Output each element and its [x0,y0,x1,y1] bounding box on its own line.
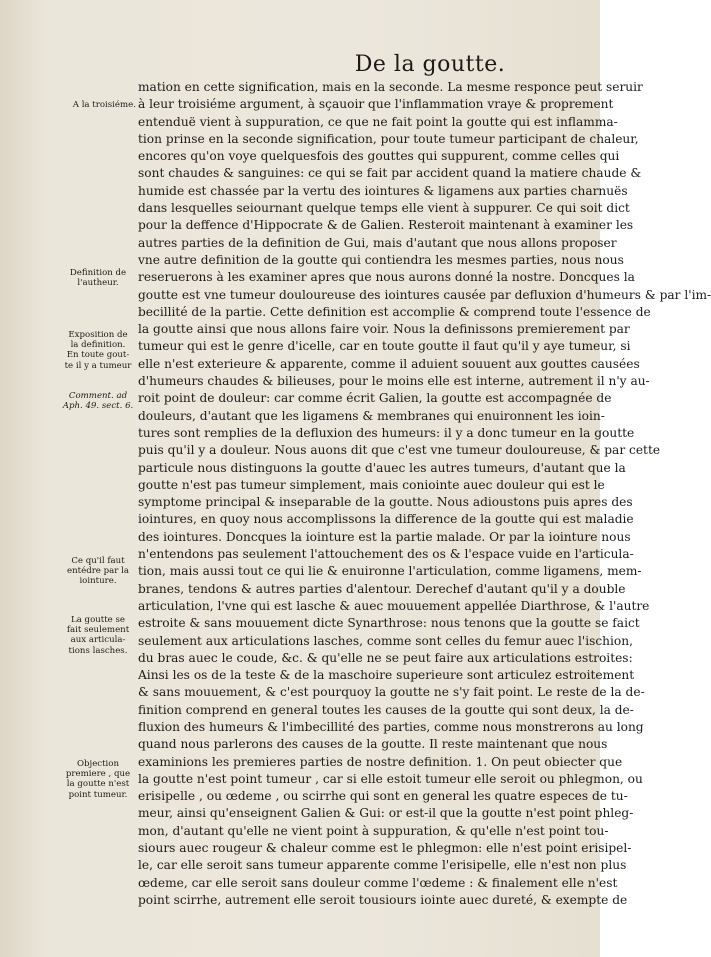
text-line: iointures, en quoy nous accomplissons la difference de la goutte qui est maladie [138,512,634,527]
text-line: humide est chassée par la vertu des iointures & ligamens aux parties charnuës [138,183,628,198]
body-text [138,79,711,909]
text-line: tion prinse en la seconde signification, pour toute tumeur participant de chaleur, [138,131,639,146]
margin-note-line: La goutte se [71,615,125,625]
margin-note-line: l'autheur. [77,278,119,289]
running-head: De la goutte. [354,52,506,77]
text-line: meur, ainsi qu'enseignent Galien & Gui: or est-il que la goutte n'est point phleg- [138,806,634,821]
text-line: point scirrhe, autrement elle seroit tousiours iointe auec dureté, & exempte de [138,892,628,907]
text-line: tumeur qui est le genre d'icelle, car en toute goutte il faut qu'il y aye tumeur, si [138,339,631,354]
margin-note-exposition [60,330,136,371]
text-line: mon, d'autant qu'elle ne vient point à suppuration, & qu'elle n'est point tou- [138,823,609,838]
margin-note-definition-autheur [60,268,136,288]
text-line: branes, tendons & autres parties d'alentour. Derechef d'autant qu'il y a double [138,581,626,596]
margin-note-line: Definition de [69,268,127,278]
text-line: vne autre definition de la goutte qui contiendra les mesmes parties, nous nous [138,252,624,267]
text-line: articulation, l'vne qui est lasche & auec mouuement appellée Diarthrose, & l'autre [138,598,650,613]
margin-note-line: aux articula- [70,635,126,646]
text-line: Ainsi les os de la teste & de la maschoire superieure sont articulez estroitement [138,668,635,683]
margin-note-a-la-troisieme [60,100,136,110]
margin-note-line: Comment. ad [68,391,128,401]
text-line: puis qu'il y a douleur. Nous auons dit que c'est vne tumeur douloureuse, & par cette [138,443,661,458]
margin-note-objection [60,759,136,800]
margin-note-line: point tumeur. [68,789,128,800]
margin-note-line: tions lasches. [68,645,128,656]
margin-note-line: Exposition de [68,330,128,340]
margin-note-line: entédre par la [67,566,129,577]
text-line: fluxion des humeurs & l'imbecillité des parties, comme nous monstrerons au long [138,719,644,734]
text-line: dans lesquelles seiournant quelque temps elle vient à suppurer. Ce qui soit dict [138,201,630,216]
text-line: le, car elle seroit sans tumeur apparente comme l'erisipelle, elle n'est non plus [138,858,627,873]
text-line: goutte n'est pas tumeur simplement, mais coniointe auec douleur qui est le [138,477,605,492]
margin-note-ce-quil-faut [60,556,136,587]
text-line: becillité de la partie. Cette definition est accomplie & comprend toute l'essence de [138,304,651,319]
text-line: mation en cette signification, mais en la seconde. La mesme responce peut seruir [138,80,643,94]
text-line: siours auec rougeur & chaleur comme est le phlegmon: elle n'est point erisipel- [138,841,632,856]
text-line: la goutte ainsi que nous allons faire voir. Nous la definissons premierement par [138,322,630,337]
text-line: tion, mais aussi tout ce qui lie & enuironne l'articulation, comme ligamens, mem- [138,564,642,579]
text-line: quand nous parlerons des causes de la goutte. Il reste maintenant que nous [138,737,608,752]
margin-note-la-goutte-se-fait [60,615,136,656]
text-line: elle n'est exterieure & apparente, comme il aduient souuent aux gouttes causées [138,356,640,371]
margin-note-line: En toute gout- [66,350,130,361]
text-line: encores qu'on voye quelquesfois des gouttes qui suppurent, comme celles qui [138,149,620,164]
text-line: autres parties de la definition de Gui, mais d'autant que nous allons proposer [138,235,617,250]
text-line: n'entendons pas seulement l'attouchement des os & l'espace vuide en l'articula- [138,547,634,562]
text-line: finition comprend en general toutes les causes de la goutte qui sont deux, la de- [138,702,634,717]
text-line: du bras auec le coude, &c. & qu'elle ne se peut faire aux articulations estroites: [138,650,633,665]
margin-note-line: la definition. [70,340,126,351]
text-line: seulement aux articulations lasches, comme sont celles du femur auec l'ischion, [138,633,633,648]
text-line: & sans mouuement, & c'est pourquoy la goutte ne s'y fait point. Le reste de la de- [138,685,645,700]
text-line: pour la deffence d'Hippocrate & de Galien. Resteroit maintenant à examiner les [138,218,634,233]
text-line: reseruerons à les examiner apres que nous aurons donné la nostre. Doncques la [138,270,635,285]
margin-note-line: Objection [76,759,120,769]
margin-note-line: Aph. 49. sect. 6. [62,401,134,412]
text-line: estroite & sans mouuement dicte Synarthrose: nous tenons que la goutte se faict [138,616,640,631]
text-line: d'humeurs chaudes & bilieuses, pour le moins elle est interne, autrement il n'y au- [138,374,650,389]
margin-note-line: fait seulement [66,625,130,636]
text-line: entenduë vient à suppuration, ce que ne fait point la goutte qui est inflamma- [138,114,618,129]
text-line: à leur troisiéme argument, à sçauoir que l'inflammation vraye & proprement [138,97,614,112]
text-line: des iointures. Doncques la iointure est la partie malade. Or par la iointure nous [138,529,631,544]
text-line: symptome principal & inseparable de la goutte. Nous adioustons puis apres des [138,495,633,510]
text-line: la goutte n'est point tumeur , car si elle estoit tumeur elle seroit ou phlegmon, ou [138,771,643,786]
margin-note-line: iointure. [79,576,117,587]
margin-note-line: Ce qu'il faut [71,556,125,566]
margin-note-line: premiere , que [65,769,131,780]
text-line: examinions les premieres parties de nostre definition. 1. On peut obiecter que [138,754,623,769]
margin-note-line: A la troisiéme. [72,100,136,110]
text-line: œdeme, car elle seroit sans douleur comme l'œdeme : & finalement elle n'est [138,875,618,890]
text-line: erisipelle , ou œdeme , ou scirrhe qui sont en general les quatre especes de tu- [138,789,628,804]
text-line: goutte est vne tumeur douloureuse des iointures causée par defluxion d'humeurs & par l'im- [138,287,711,302]
text-line: sont chaudes & sanguines: ce qui se fait par accident quand la matiere chaude & [138,166,642,181]
margin-note-line: la goutte n'est [66,779,130,790]
margin-note-line: te il y a tumeur [64,360,132,371]
text-line: douleurs, d'autant que les ligamens & membranes qui enuironnent les ioin- [138,408,605,423]
text-line: particule nous distinguons la goutte d'auec les autres tumeurs, d'autant que la [138,460,626,475]
text-line: roit point de douleur: car comme écrit Galien, la goutte est accompagnée de [138,391,612,406]
margin-note-comment [60,391,136,411]
text-line: tures sont remplies de la defluxion des humeurs: il y a donc tumeur en la goutte [138,425,635,440]
